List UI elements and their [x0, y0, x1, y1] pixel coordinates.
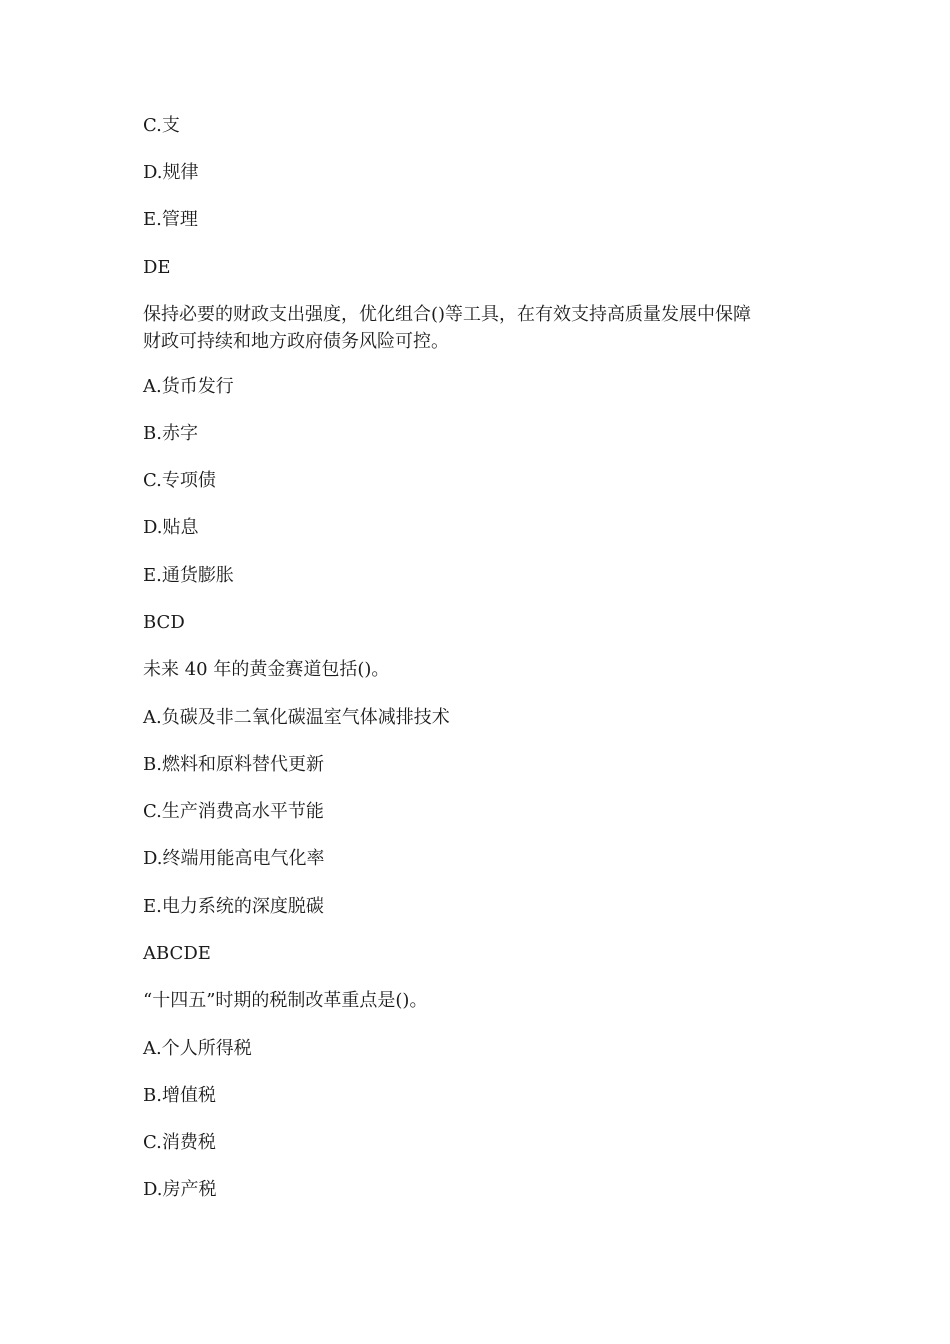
q4-option-b: B.增值税 — [143, 1085, 216, 1106]
q2-option-e: E.通货膨胀 — [143, 565, 234, 586]
q2-question-line-1: 保持必要的财政支出强度，优化组合()等工具，在有效支持高质量发展中保障 — [143, 304, 752, 325]
q3-answer: ABCDE — [143, 943, 211, 964]
q3-option-c: C.生产消费高水平节能 — [143, 801, 324, 822]
q2-option-d: D.贴息 — [143, 517, 199, 538]
q1-option-d: D.规律 — [143, 162, 199, 183]
q2-option-c: C.专项债 — [143, 470, 216, 491]
q3-question: 未来 40 年的黄金赛道包括()。 — [143, 659, 390, 680]
q1-answer: DE — [143, 257, 171, 278]
q2-question-line-2: 财政可持续和地方政府债务风险可控。 — [143, 331, 449, 352]
q2-option-a: A.货币发行 — [143, 376, 234, 397]
q2-question — [143, 301, 813, 355]
q4-option-d: D.房产税 — [143, 1179, 217, 1200]
q3-option-d: D.终端用能高电气化率 — [143, 848, 325, 869]
q3-option-a: A.负碳及非二氧化碳温室气体减排技术 — [143, 707, 450, 728]
q2-answer: BCD — [143, 612, 185, 633]
q4-option-a: A.个人所得税 — [143, 1038, 252, 1059]
q4-option-c: C.消费税 — [143, 1132, 216, 1153]
q3-option-b: B.燃料和原料替代更新 — [143, 754, 324, 775]
q1-option-e: E.管理 — [143, 209, 198, 230]
q3-option-e: E.电力系统的深度脱碳 — [143, 896, 324, 917]
q2-option-b: B.赤字 — [143, 423, 198, 444]
q4-question: “十四五”时期的税制改革重点是()。 — [143, 990, 428, 1011]
q1-option-c: C.支 — [143, 115, 180, 136]
